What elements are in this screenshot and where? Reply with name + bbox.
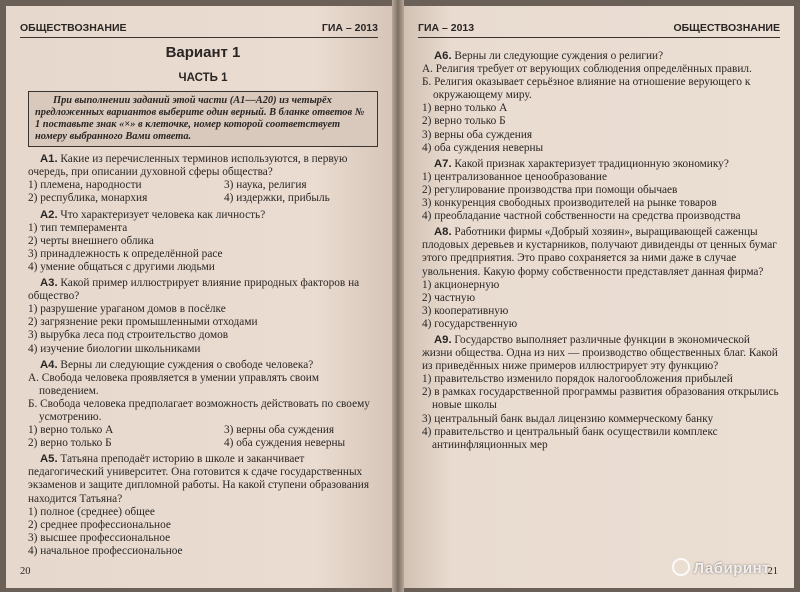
answer-option: 4) умение общаться с другими людьми — [28, 260, 215, 273]
question-text: Что характеризует человека как личность? — [60, 208, 266, 221]
right-page-number: 21 — [767, 565, 778, 577]
watermark-text: Лабиринт — [693, 560, 770, 577]
answer-option: 2) верно только Б — [28, 437, 112, 450]
question-number: А7. — [434, 157, 452, 170]
question-number: А3. — [40, 277, 58, 290]
question-a5 — [28, 453, 378, 558]
question-a6 — [422, 50, 780, 155]
question-number: А8. — [434, 226, 452, 239]
left-header-subject: ОБЩЕСТВОЗНАНИЕ — [20, 22, 127, 34]
answer-option: 4) издержки, прибыль — [224, 192, 330, 205]
question-number: А4. — [40, 358, 58, 371]
answer-option: 2) в рамках государственной программы развития образования открылись новые школы — [422, 386, 779, 412]
answer-option: 2) республика, монархия — [28, 192, 148, 205]
answer-option: 3) верны оба суждения — [422, 128, 533, 141]
answer-option: 1) полное (среднее) общее — [28, 505, 155, 518]
statement-a: А. Свобода человека проявляется в умении управлять своим поведением. — [28, 371, 319, 397]
answer-options — [28, 179, 378, 205]
question-text: Какие из перечисленных терминов используются, в первую очередь, при описании духовной сферы общества? — [28, 153, 348, 179]
answer-option: 3) конкуренция свободных производителей на рынке товаров — [422, 197, 717, 210]
book-gutter — [392, 0, 404, 592]
left-content — [28, 46, 378, 561]
answer-option: 1) централизованное ценообразование — [422, 170, 607, 183]
answer-option: 1) правительство изменило порядок налогообложения прибылей — [422, 373, 733, 386]
answer-option: 4) преобладание частной собственности на средства производства — [422, 210, 741, 223]
answer-option: 1) тип темперамента — [28, 221, 128, 234]
left-running-header — [20, 22, 378, 38]
answer-option: 1) разрушение ураганом домов в посёлке — [28, 303, 226, 316]
answer-option: 3) вырубка леса под строительство домов — [28, 329, 229, 342]
answer-option: 4) оба суждения неверны — [422, 141, 544, 154]
variant-title: Вариант 1 — [165, 44, 241, 61]
left-page-number: 20 — [20, 565, 31, 577]
statement-a: А. Религия требует от верующих соблюдения определённых правил. — [422, 63, 752, 76]
right-content — [422, 50, 780, 455]
question-text: Какой признак характеризует традиционную экономику? — [454, 157, 729, 170]
question-number: А6. — [434, 50, 452, 62]
answer-option: 2) черты внешнего облика — [28, 234, 154, 247]
answer-option: 3) принадлежность к определённой расе — [28, 247, 223, 260]
right-header-subject: ОБЩЕСТВОЗНАНИЕ — [673, 22, 780, 34]
answer-option: 4) правительство и центральный банк осуществили комплекс антиинфляционных мер — [422, 425, 718, 451]
question-a8 — [422, 226, 780, 331]
question-number: А5. — [40, 453, 58, 466]
right-running-header — [418, 22, 780, 38]
question-text: Работники фирмы «Добрый хозяин», выращивающей саженцы плодовых деревьев и кустарников, получают дивиденды от ценных бумаг этого предприятия. Это право сохраняется за ними даже в случае увольнения. Какую форму собственности представляет данная фирма? — [422, 226, 777, 278]
right-page — [404, 6, 794, 588]
question-a2 — [28, 209, 378, 274]
question-number: А9. — [434, 333, 452, 346]
statement-b: Б. Свобода человека предполагает возможность действовать по своему усмотрению. — [28, 397, 370, 423]
left-page — [6, 6, 392, 588]
answer-option: 1) верно только А — [28, 424, 114, 437]
answer-option: 3) центральный банк выдал лицензию коммерческому банку — [422, 412, 714, 425]
question-a3 — [28, 277, 378, 356]
question-a1 — [28, 153, 378, 205]
answer-option: 2) частную — [422, 291, 476, 304]
question-text: Верны ли следующие суждения о религии? — [454, 50, 664, 62]
question-text: Татьяна преподаёт историю в школе и заканчивает педагогический университет. Она готовится к сдаче государственных экзаменов и защите дипломной работы. На какой ступени образования находится Татьяна? — [28, 453, 370, 505]
answer-option: 4) изучение биологии школьниками — [28, 342, 201, 355]
question-text: Верны ли следующие суждения о свободе человека? — [60, 358, 314, 371]
answer-option: 2) верно только Б — [422, 115, 506, 128]
answer-option: 2) регулирование производства при помощи обычаев — [422, 183, 678, 196]
answer-option: 1) племена, народности — [28, 179, 142, 192]
left-header-exam: ГИА – 2013 — [321, 22, 378, 34]
statement-b: Б. Религия оказывает серьёзное влияние на отношение верующего к окружающему миру. — [422, 76, 751, 102]
watermark-logo — [672, 558, 770, 576]
answer-option: 1) акционерную — [422, 278, 500, 291]
answer-option: 2) загрязнение реки промышленными отходами — [28, 316, 258, 329]
answer-option: 4) государственную — [422, 317, 518, 330]
answer-option: 3) кооперативную — [422, 304, 509, 317]
answer-option: 2) среднее профессиональное — [28, 518, 171, 531]
question-text: Какой пример иллюстрирует влияние природных факторов на общество? — [28, 277, 360, 303]
answer-option: 3) высшее профессиональное — [28, 531, 171, 544]
labyrinth-logo-icon — [672, 558, 690, 576]
part-title: ЧАСТЬ 1 — [178, 72, 228, 85]
instruction-box: При выполнении заданий этой части (А1—А20) из четырёх предложенных вариантов выберите один верный. В бланке ответов № 1 поставьте знак «×» в клеточке, номер которой соответствует номеру выбранного Вами ответа. — [28, 91, 378, 147]
question-a4 — [28, 359, 378, 451]
answer-options — [28, 424, 378, 450]
question-number: А2. — [40, 208, 58, 221]
answer-option: 3) верны оба суждения — [224, 424, 335, 437]
question-number: А1. — [40, 153, 58, 166]
question-a9 — [422, 334, 780, 452]
answer-option: 4) оба суждения неверны — [224, 437, 346, 450]
answer-option: 3) наука, религия — [224, 179, 307, 192]
answer-option: 1) верно только А — [422, 102, 508, 115]
answer-option: 4) начальное профессиональное — [28, 544, 183, 557]
question-text: Государство выполняет различные функции в экономической жизни общества. Одна из них — производство общественных благ. Какой из приведённых ниже примеров иллюстрирует эту функцию? — [422, 333, 778, 373]
question-a7 — [422, 158, 780, 223]
right-header-exam: ГИА – 2013 — [418, 22, 475, 34]
